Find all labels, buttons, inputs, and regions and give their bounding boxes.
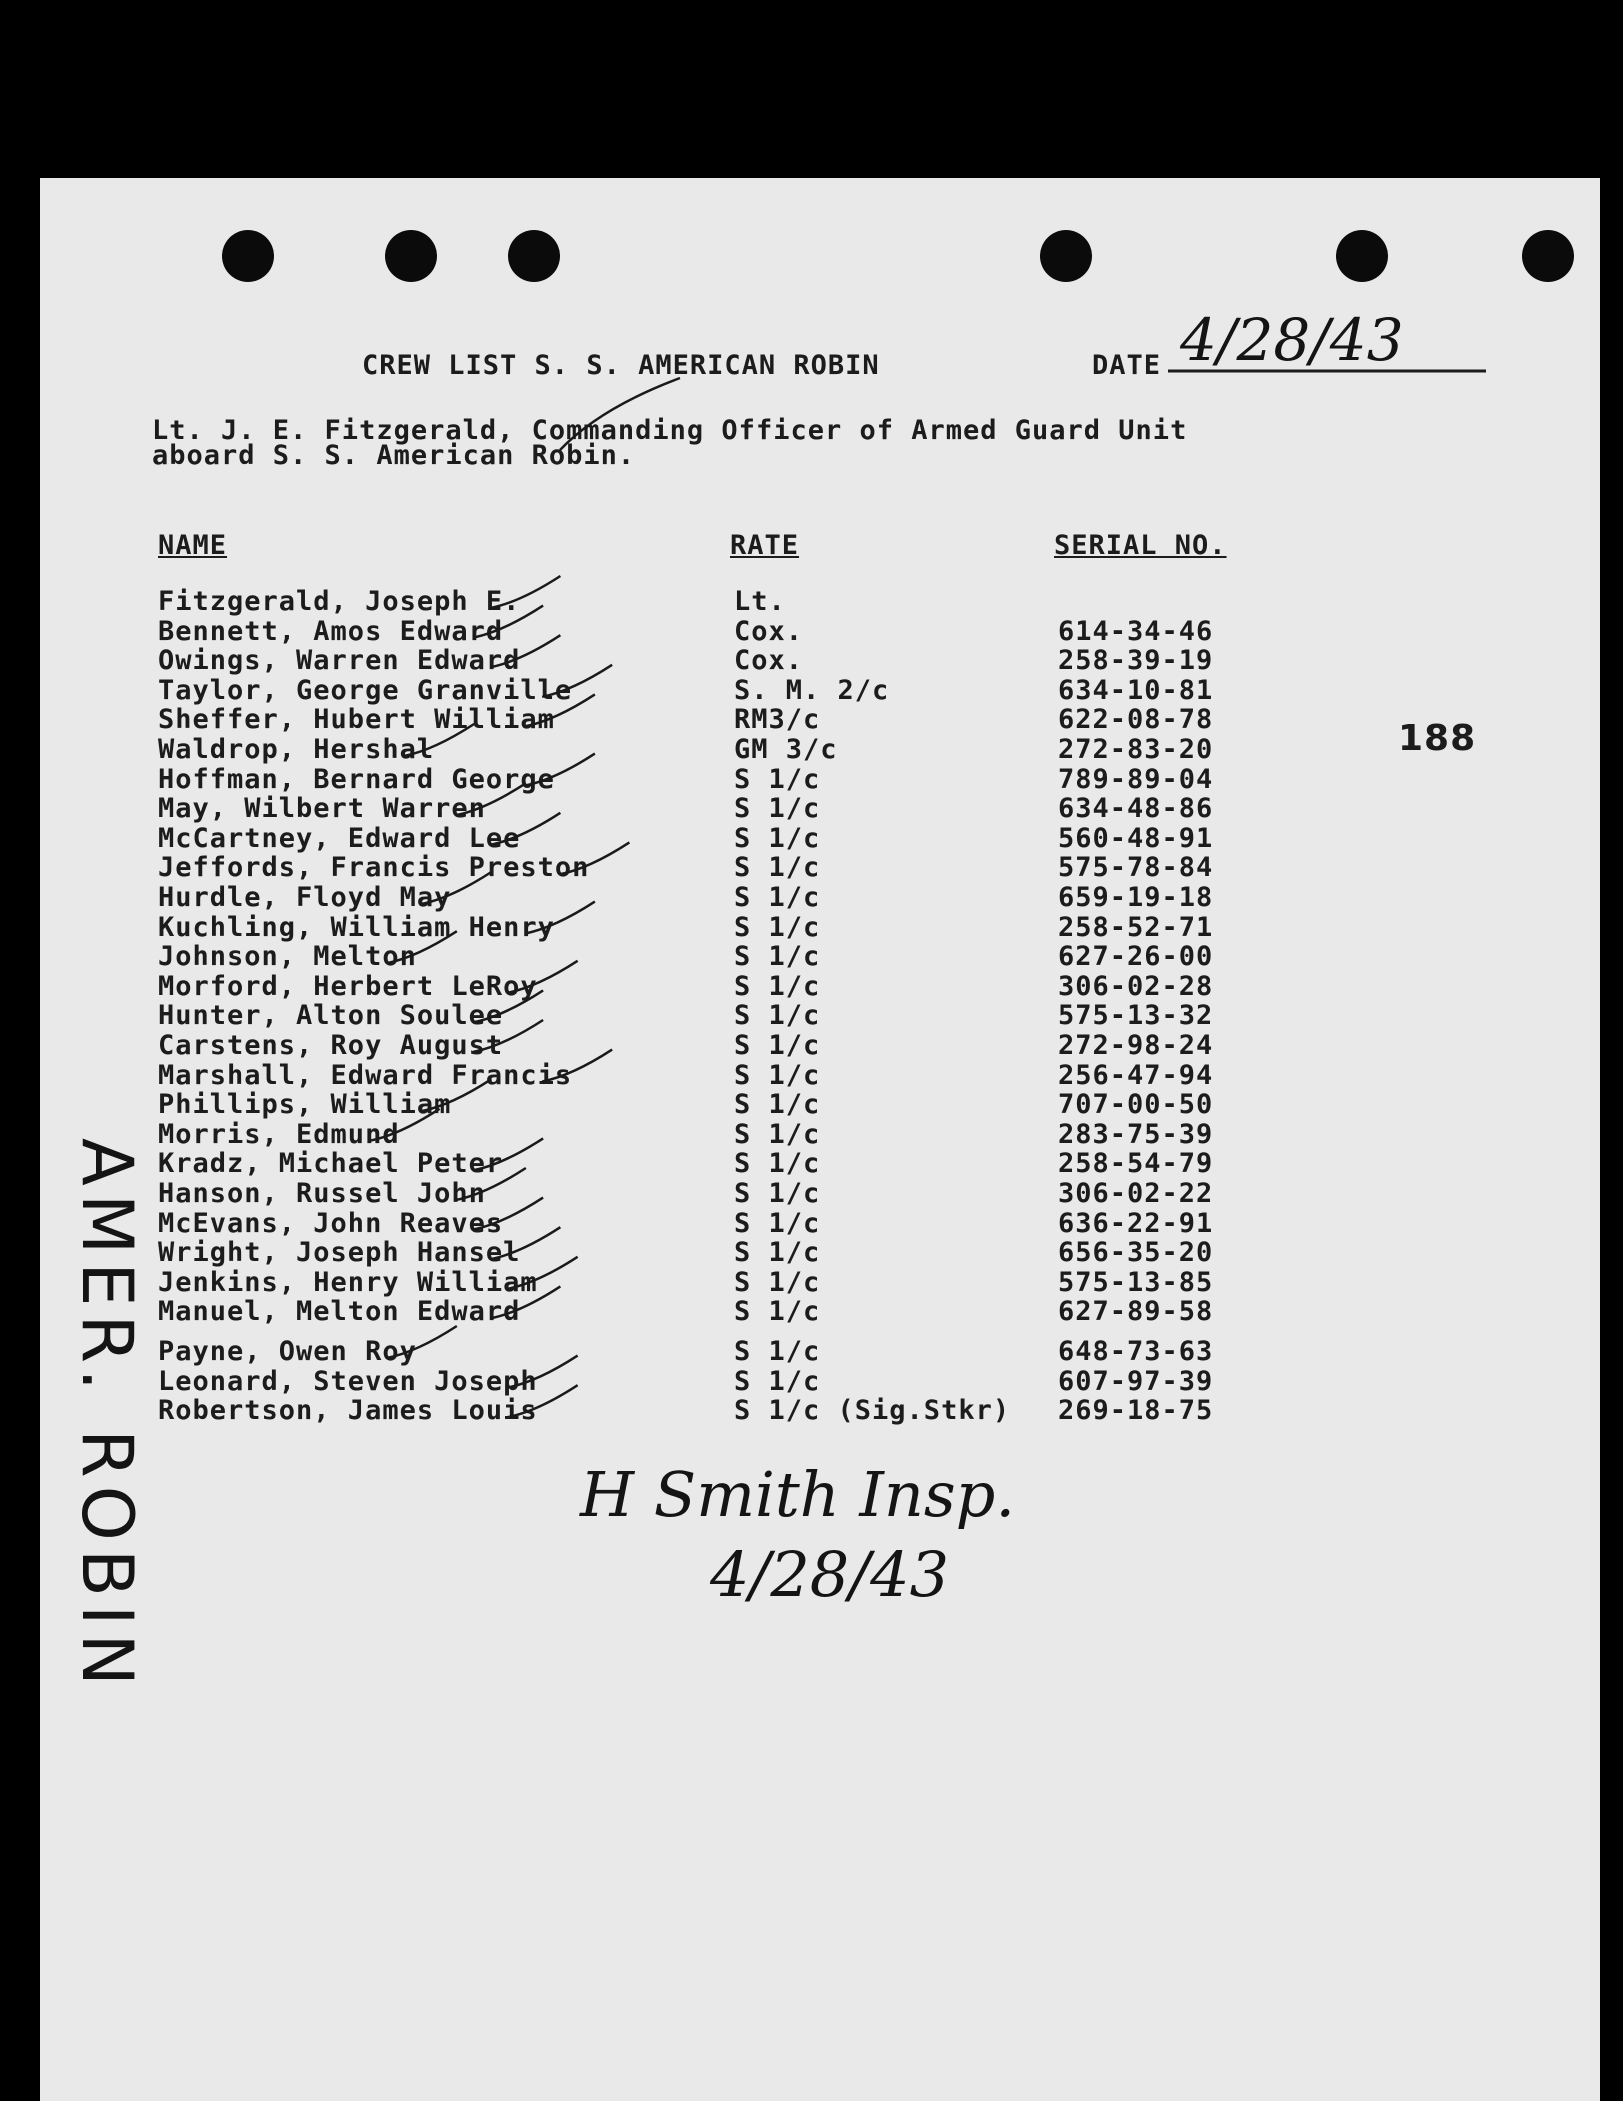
crew-name: Morford, Herbert LeRoy	[158, 970, 538, 1002]
crew-serial: 306-02-28	[1058, 970, 1214, 1002]
crew-name: Hanson, Russel John	[158, 1178, 486, 1209]
crew-serial: 575-78-84	[1058, 852, 1214, 884]
check-mark	[387, 1326, 457, 1358]
crew-rate: S 1/c (Sig.Stkr)	[734, 1395, 1011, 1427]
crew-serial: 659-19-18	[1058, 882, 1214, 913]
check-mark	[490, 1227, 560, 1259]
column-header-rate: RATE	[730, 530, 800, 561]
crew-serial: 258-39-19	[1058, 645, 1214, 677]
crew-serial: 789-89-04	[1058, 763, 1214, 795]
crew-name: Leonard, Steven Joseph	[158, 1365, 538, 1397]
crew-name: Johnson, Melton	[158, 941, 417, 973]
crew-name: May, Wilbert Warren	[158, 793, 486, 825]
crew-serial: 614-34-46	[1058, 615, 1214, 647]
crew-rate: S 1/c	[734, 793, 821, 825]
crew-rate: S 1/c	[734, 1118, 821, 1150]
crew-rate: S 1/c	[734, 822, 821, 854]
date-value: 4/28/43	[1180, 306, 1404, 374]
crew-name: Hurdle, Floyd May	[158, 882, 452, 913]
crew-serial: 627-89-58	[1058, 1296, 1214, 1328]
crew-serial: 634-48-86	[1058, 793, 1214, 825]
check-mark	[421, 872, 491, 904]
crew-name: Wright, Joseph Hansel	[158, 1237, 521, 1269]
crew-serial: 607-97-39	[1058, 1365, 1214, 1397]
crew-rate: S 1/c	[734, 1365, 821, 1397]
crew-rate: Cox.	[734, 615, 804, 647]
crew-rate: S 1/c	[734, 1059, 821, 1091]
check-mark	[559, 842, 629, 874]
crew-name: Payne, Owen Roy	[158, 1336, 417, 1367]
subtitle-line-1: Lt. J. E. Fitzgerald, Commanding Officer of Armed Guard Unit	[152, 415, 1188, 446]
crew-name: Owings, Warren Edward	[158, 645, 521, 677]
crew-name: Robertson, James Louis	[158, 1395, 538, 1427]
column-header-name: NAME	[158, 530, 228, 561]
crew-name: McCartney, Edward Lee	[158, 822, 521, 854]
check-mark	[508, 1257, 578, 1289]
crew-rate: S 1/c	[734, 1030, 821, 1061]
crew-rate: S 1/c	[734, 1000, 821, 1032]
crew-rate: Cox.	[734, 645, 804, 677]
crew-name: Waldrop, Hershal	[158, 734, 435, 765]
crew-name: Sheffer, Hubert William	[158, 704, 555, 736]
crew-rate: S 1/c	[734, 1178, 821, 1209]
crew-name: Manuel, Melton Edward	[158, 1296, 521, 1328]
crew-name: Kradz, Michael Peter	[158, 1148, 504, 1180]
crew-serial: 575-13-32	[1058, 1000, 1214, 1032]
crew-name: Marshall, Edward Francis	[158, 1059, 573, 1091]
check-mark	[387, 931, 457, 963]
check-mark	[473, 990, 543, 1022]
crew-name: Phillips, William	[158, 1089, 452, 1121]
crew-serial: 272-98-24	[1058, 1030, 1214, 1061]
crew-serial: 648-73-63	[1058, 1336, 1214, 1367]
signature-date: 4/28/43	[710, 1538, 950, 1611]
check-mark	[473, 1138, 543, 1170]
check-mark	[473, 606, 543, 638]
check-mark	[490, 813, 560, 845]
check-mark	[456, 783, 526, 815]
crew-rate: S 1/c	[734, 1266, 821, 1298]
crew-serial: 258-54-79	[1058, 1148, 1214, 1180]
crew-rate: S 1/c	[734, 1336, 821, 1367]
check-mark	[542, 1050, 612, 1082]
page-number: 188	[1398, 718, 1477, 759]
check-mark	[525, 694, 595, 726]
check-mark	[490, 576, 560, 608]
check-mark	[508, 1356, 578, 1388]
date-label: DATE	[1092, 350, 1162, 381]
check-marks	[40, 178, 1600, 2101]
crew-rate: S 1/c	[734, 970, 821, 1002]
crew-rate: GM 3/c	[734, 734, 838, 765]
crew-rate: S 1/c	[734, 1148, 821, 1180]
crew-name: Bennett, Amos Edward	[158, 615, 504, 647]
check-mark	[421, 1079, 491, 1111]
crew-rate: S 1/c	[734, 941, 821, 973]
check-mark	[525, 902, 595, 934]
crew-name: Jenkins, Henry William	[158, 1266, 538, 1298]
inspector-signature: H Smith Insp.	[580, 1458, 1016, 1531]
check-mark	[525, 754, 595, 786]
crew-serial: 622-08-78	[1058, 704, 1214, 736]
crew-serial: 656-35-20	[1058, 1237, 1214, 1269]
crew-rate: S 1/c	[734, 911, 821, 943]
check-mark	[473, 1020, 543, 1052]
crew-name: Fitzgerald, Joseph E.	[158, 586, 521, 617]
column-header-serial: SERIAL NO.	[1054, 530, 1227, 561]
check-mark	[490, 1286, 560, 1318]
crew-serial: 283-75-39	[1058, 1118, 1214, 1150]
crew-rate: S. M. 2/c	[734, 674, 890, 706]
subtitle-line-2: aboard S. S. American Robin.	[152, 440, 636, 471]
crew-serial: 634-10-81	[1058, 674, 1214, 706]
crew-name: Kuchling, William Henry	[158, 911, 555, 943]
check-mark	[456, 1168, 526, 1200]
crew-name: Carstens, Roy August	[158, 1030, 504, 1061]
crew-serial: 560-48-91	[1058, 822, 1214, 854]
crew-serial: 707-00-50	[1058, 1089, 1214, 1121]
crew-name: Taylor, George Granville	[158, 674, 573, 706]
crew-name: Jeffords, Francis Preston	[158, 852, 590, 884]
crew-serial: 636-22-91	[1058, 1207, 1214, 1239]
check-mark	[542, 665, 612, 697]
crew-rate: Lt.	[734, 586, 786, 617]
crew-serial: 272-83-20	[1058, 734, 1214, 765]
crew-rate: RM3/c	[734, 704, 821, 736]
crew-rate: S 1/c	[734, 1089, 821, 1121]
crew-rate: S 1/c	[734, 1237, 821, 1269]
document-page	[40, 178, 1600, 2101]
check-mark	[508, 1385, 578, 1417]
crew-serial: 575-13-85	[1058, 1266, 1214, 1298]
crew-name: McEvans, John Reaves	[158, 1207, 504, 1239]
crew-serial: 627-26-00	[1058, 941, 1214, 973]
crew-serial: 258-52-71	[1058, 911, 1214, 943]
margin-note: AMER. ROBIN	[66, 1138, 148, 1694]
crew-name: Morris, Edmund	[158, 1118, 400, 1150]
crew-rate: S 1/c	[734, 1207, 821, 1239]
check-mark	[473, 1198, 543, 1230]
crew-rate: S 1/c	[734, 852, 821, 884]
crew-serial: 306-02-22	[1058, 1178, 1214, 1209]
crew-serial: 269-18-75	[1058, 1395, 1214, 1427]
crew-serial: 256-47-94	[1058, 1059, 1214, 1091]
crew-rate: S 1/c	[734, 882, 821, 913]
check-mark	[508, 961, 578, 993]
check-mark	[370, 1109, 440, 1141]
crew-name: Hoffman, Bernard George	[158, 763, 555, 795]
page-title: CREW LIST S. S. AMERICAN ROBIN	[362, 350, 880, 381]
check-mark	[404, 724, 474, 756]
crew-rate: S 1/c	[734, 1296, 821, 1328]
crew-name: Hunter, Alton Soulee	[158, 1000, 504, 1032]
check-mark	[490, 635, 560, 667]
pen-stroke	[560, 378, 680, 450]
crew-rate: S 1/c	[734, 763, 821, 795]
